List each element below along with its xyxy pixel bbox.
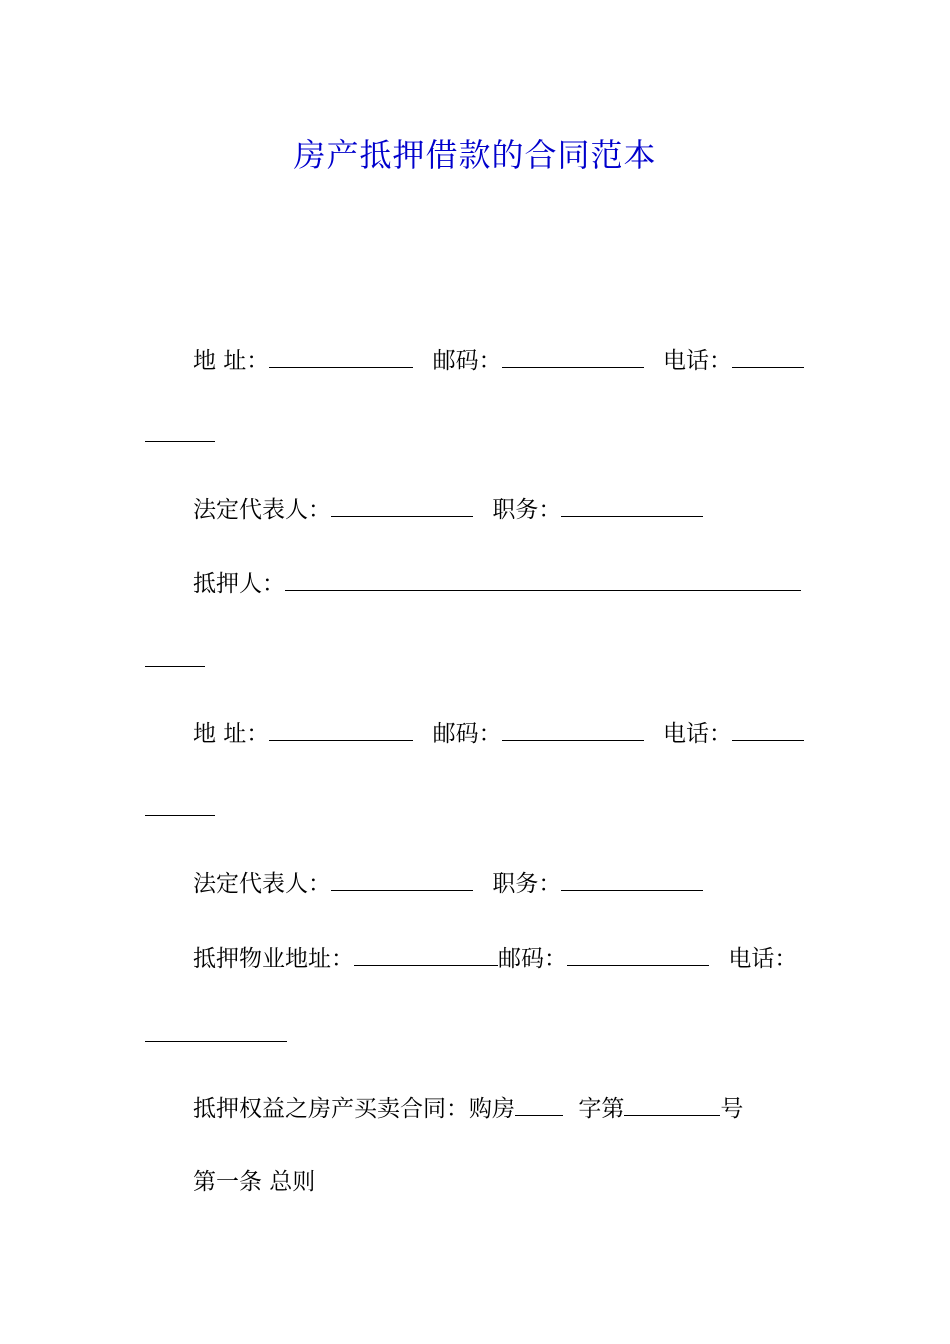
address-label: 地 址： (193, 348, 270, 374)
address-blank (269, 718, 413, 741)
mortgagor-blank-continuation (145, 666, 205, 667)
duty-label: 职务： (492, 871, 562, 897)
legal-rep-blank (331, 868, 473, 891)
property-phone-label: 电话： (728, 946, 798, 972)
postcode-blank (502, 718, 644, 741)
property-address-label: 抵押物业地址： (193, 946, 354, 972)
contract-label: 抵押权益之房产买卖合同：购房 (193, 1096, 515, 1122)
phone-blank (732, 345, 804, 368)
contract-line (193, 1093, 743, 1124)
article-1-heading: 第一条 总则 (193, 1169, 316, 1195)
legal-rep-label: 法定代表人： (193, 497, 331, 523)
mortgagor-blank (285, 568, 801, 591)
postcode-label: 邮码： (432, 348, 502, 374)
legal-rep-line-1 (193, 494, 703, 525)
property-phone-blank (145, 1041, 287, 1042)
address-line-1 (193, 345, 804, 376)
legal-rep-blank (331, 494, 473, 517)
phone-label: 电话： (662, 721, 732, 747)
property-address-line (193, 943, 797, 974)
contract-end: 号 (720, 1096, 744, 1122)
mortgagor-line (193, 568, 801, 599)
postcode-label: 邮码： (432, 721, 502, 747)
property-postcode-blank (567, 943, 709, 966)
legal-rep-label: 法定代表人： (193, 871, 331, 897)
contract-blank-1 (515, 1093, 563, 1116)
contract-blank-2 (624, 1093, 720, 1116)
contract-mid: 字第 (578, 1096, 625, 1122)
legal-rep-line-2 (193, 868, 703, 899)
property-postcode-label: 邮码： (498, 946, 567, 972)
phone-blank (732, 718, 804, 741)
duty-label: 职务： (492, 497, 562, 523)
address-label: 地 址： (193, 721, 270, 747)
address-line-2 (193, 718, 804, 749)
property-address-blank (354, 943, 498, 966)
postcode-blank (502, 345, 644, 368)
phone-label: 电话： (662, 348, 732, 374)
duty-blank (561, 868, 703, 891)
phone-blank-continuation (145, 441, 215, 442)
phone-blank-continuation (145, 815, 215, 816)
mortgagor-label: 抵押人： (193, 571, 285, 597)
address-blank (269, 345, 413, 368)
duty-blank (561, 494, 703, 517)
document-title: 房产抵押借款的合同范本 (293, 136, 657, 174)
